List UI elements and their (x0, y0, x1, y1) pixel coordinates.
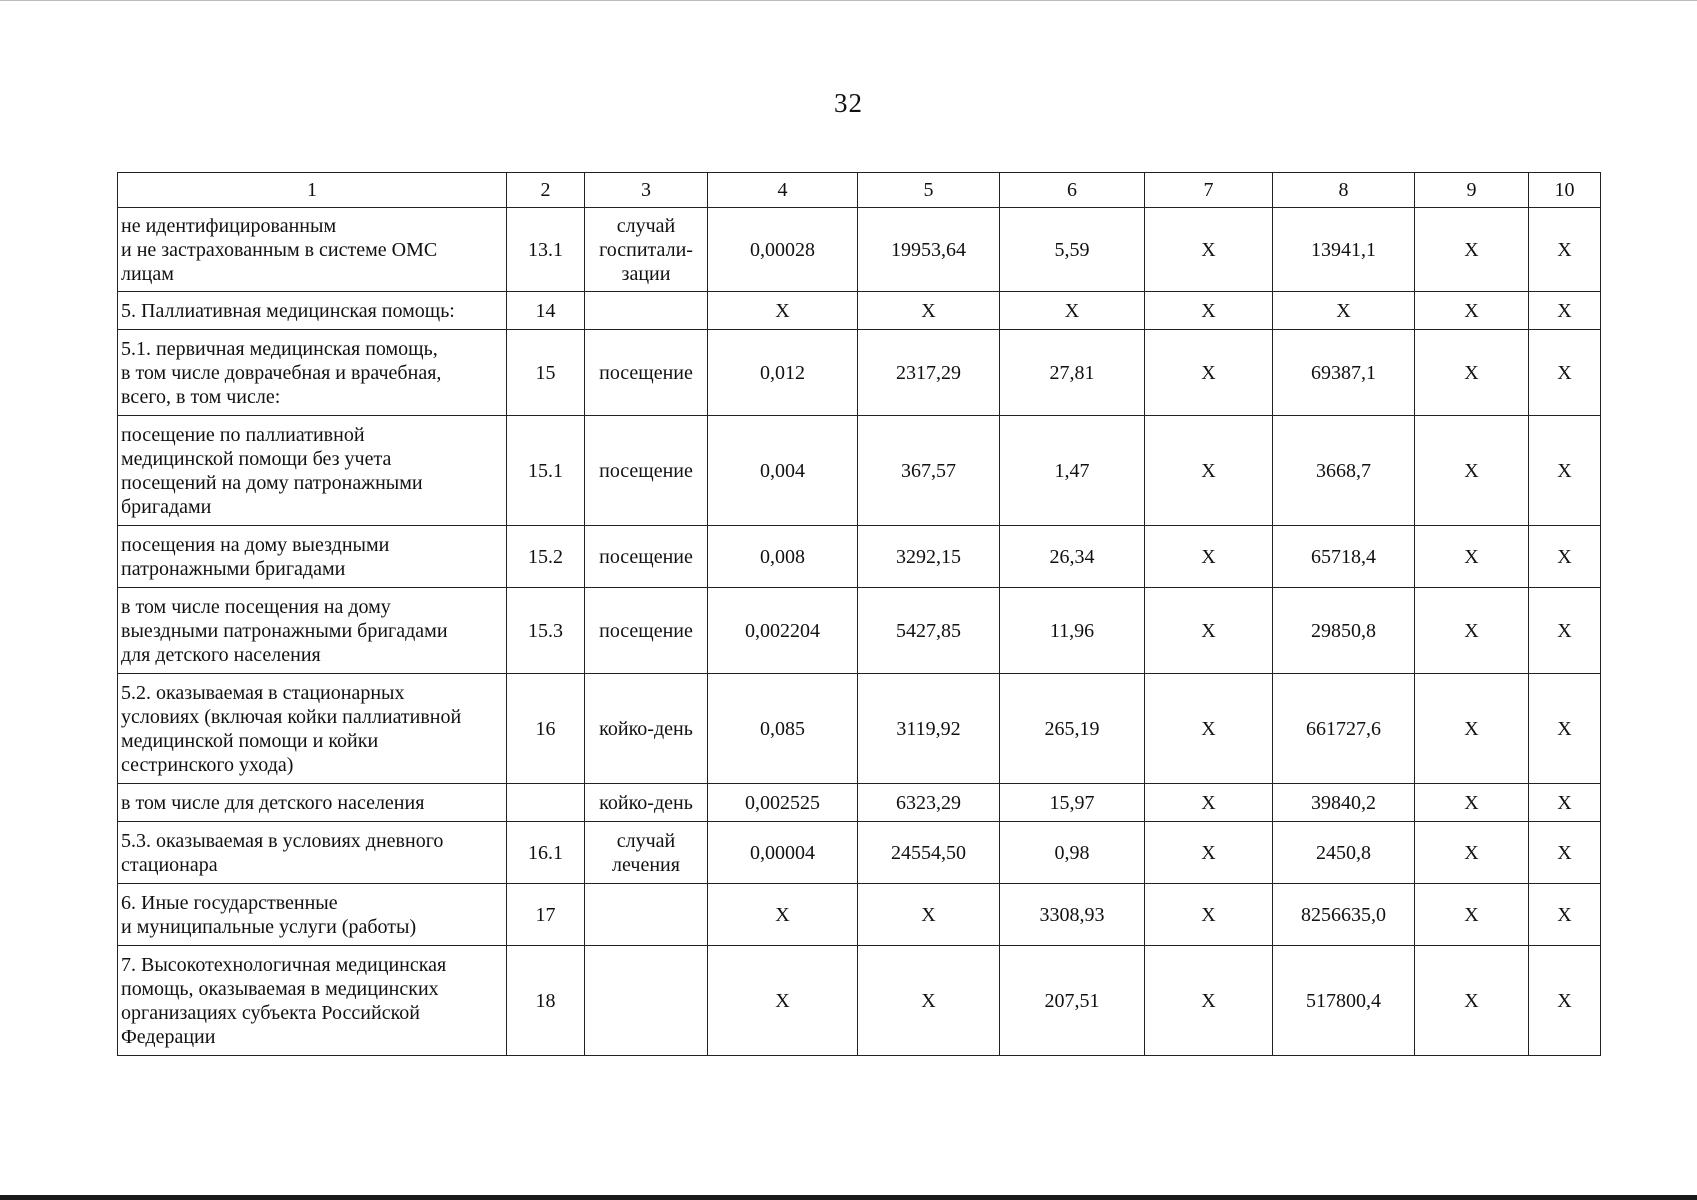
cell-col-4: 0,002204 (708, 588, 858, 674)
cell-col-7: Х (1145, 292, 1273, 330)
cell-col-5: 3119,92 (858, 674, 1000, 784)
cell-col-2: 16.1 (507, 822, 585, 884)
cell-col-4: Х (708, 292, 858, 330)
cell-col-9: Х (1415, 946, 1529, 1056)
cell-col-3: посещение (585, 330, 708, 416)
header-cell-8: 8 (1273, 173, 1415, 208)
cell-col-3: посещение (585, 588, 708, 674)
cell-col-9: Х (1415, 588, 1529, 674)
table-header (118, 173, 1601, 208)
cell-col-10: Х (1529, 784, 1601, 822)
cell-col-7: Х (1145, 946, 1273, 1056)
table-row (118, 884, 1601, 946)
cell-col-1: в том числе посещения на дому выездными патронажными бригадами для детского населения (118, 588, 507, 674)
cell-col-7: Х (1145, 416, 1273, 526)
header-cell-4: 4 (708, 173, 858, 208)
cell-col-6: 5,59 (1000, 208, 1145, 292)
table-header-row (118, 173, 1601, 208)
cell-col-8: Х (1273, 292, 1415, 330)
cell-col-3 (585, 292, 708, 330)
table-row (118, 292, 1601, 330)
cell-col-10: Х (1529, 330, 1601, 416)
cell-col-5: 6323,29 (858, 784, 1000, 822)
cell-col-5: 2317,29 (858, 330, 1000, 416)
cell-col-6: 15,97 (1000, 784, 1145, 822)
cell-col-9: Х (1415, 526, 1529, 588)
cell-col-2: 15.3 (507, 588, 585, 674)
header-cell-6: 6 (1000, 173, 1145, 208)
cell-col-8: 65718,4 (1273, 526, 1415, 588)
cell-col-1: 5.2. оказываемая в стационарных условиях (включая койки паллиативной медицинской помощи и койки сестринского ухода) (118, 674, 507, 784)
cell-col-9: Х (1415, 784, 1529, 822)
cell-col-3 (585, 946, 708, 1056)
cell-col-5: 367,57 (858, 416, 1000, 526)
cell-col-3: посещение (585, 526, 708, 588)
cell-col-2: 16 (507, 674, 585, 784)
cell-col-10: Х (1529, 588, 1601, 674)
cell-col-8: 8256635,0 (1273, 884, 1415, 946)
cell-col-10: Х (1529, 416, 1601, 526)
cell-col-3 (585, 884, 708, 946)
cell-col-10: Х (1529, 822, 1601, 884)
cell-col-4: Х (708, 946, 858, 1056)
table-row (118, 330, 1601, 416)
cell-col-1: посещение по паллиативной медицинской помощи без учета посещений на дому патронажными бригадами (118, 416, 507, 526)
cell-col-6: Х (1000, 292, 1145, 330)
cell-col-5: 19953,64 (858, 208, 1000, 292)
cell-col-8: 13941,1 (1273, 208, 1415, 292)
cell-col-5: 24554,50 (858, 822, 1000, 884)
cell-col-6: 0,98 (1000, 822, 1145, 884)
cell-col-6: 26,34 (1000, 526, 1145, 588)
cell-col-2: 15.1 (507, 416, 585, 526)
cell-col-5: Х (858, 884, 1000, 946)
cell-col-4: 0,002525 (708, 784, 858, 822)
cell-col-2 (507, 784, 585, 822)
cell-col-5: 3292,15 (858, 526, 1000, 588)
cell-col-10: Х (1529, 674, 1601, 784)
cell-col-5: Х (858, 946, 1000, 1056)
cell-col-7: Х (1145, 884, 1273, 946)
header-cell-10: 10 (1529, 173, 1601, 208)
cell-col-6: 207,51 (1000, 946, 1145, 1056)
table-row (118, 946, 1601, 1056)
cell-col-3: случай госпитали- зации (585, 208, 708, 292)
cell-col-3: посещение (585, 416, 708, 526)
cell-col-7: Х (1145, 526, 1273, 588)
cell-col-7: Х (1145, 330, 1273, 416)
cell-col-9: Х (1415, 674, 1529, 784)
page-number: 32 (834, 88, 863, 118)
cell-col-6: 3308,93 (1000, 884, 1145, 946)
cell-col-4: 0,00004 (708, 822, 858, 884)
table-row (118, 526, 1601, 588)
cell-col-4: 0,004 (708, 416, 858, 526)
table-row (118, 416, 1601, 526)
cell-col-9: Х (1415, 292, 1529, 330)
cell-col-2: 15 (507, 330, 585, 416)
cell-col-8: 661727,6 (1273, 674, 1415, 784)
cell-col-2: 13.1 (507, 208, 585, 292)
cell-col-9: Х (1415, 884, 1529, 946)
cell-col-1: в том числе для детского населения (118, 784, 507, 822)
header-cell-2: 2 (507, 173, 585, 208)
cell-col-1: 5.3. оказываемая в условиях дневного стационара (118, 822, 507, 884)
cell-col-9: Х (1415, 330, 1529, 416)
cell-col-7: Х (1145, 822, 1273, 884)
header-cell-9: 9 (1415, 173, 1529, 208)
cell-col-3: койко-день (585, 784, 708, 822)
cell-col-8: 29850,8 (1273, 588, 1415, 674)
cell-col-1: 6. Иные государственные и муниципальные услуги (работы) (118, 884, 507, 946)
cell-col-4: 0,008 (708, 526, 858, 588)
cell-col-6: 1,47 (1000, 416, 1145, 526)
cell-col-2: 14 (507, 292, 585, 330)
cell-col-4: 0,012 (708, 330, 858, 416)
cell-col-9: Х (1415, 822, 1529, 884)
cell-col-4: 0,085 (708, 674, 858, 784)
cell-col-6: 27,81 (1000, 330, 1145, 416)
cell-col-3: случай лечения (585, 822, 708, 884)
cell-col-4: 0,00028 (708, 208, 858, 292)
page-bottom-edge (0, 1195, 1697, 1200)
cell-col-4: Х (708, 884, 858, 946)
cell-col-1: 5.1. первичная медицинская помощь, в том числе доврачебная и врачебная, всего, в том числе: (118, 330, 507, 416)
cell-col-7: Х (1145, 588, 1273, 674)
data-table (117, 172, 1601, 1056)
header-cell-5: 5 (858, 173, 1000, 208)
cell-col-8: 39840,2 (1273, 784, 1415, 822)
cell-col-7: Х (1145, 674, 1273, 784)
table-row (118, 784, 1601, 822)
header-cell-3: 3 (585, 173, 708, 208)
table-row (118, 822, 1601, 884)
cell-col-10: Х (1529, 208, 1601, 292)
cell-col-1: не идентифицированным и не застрахованным в системе ОМС лицам (118, 208, 507, 292)
cell-col-3: койко-день (585, 674, 708, 784)
cell-col-8: 517800,4 (1273, 946, 1415, 1056)
cell-col-2: 15.2 (507, 526, 585, 588)
cell-col-8: 2450,8 (1273, 822, 1415, 884)
cell-col-1: посещения на дому выездными патронажными бригадами (118, 526, 507, 588)
cell-col-10: Х (1529, 946, 1601, 1056)
page-top-edge (0, 0, 1697, 1)
table-row (118, 674, 1601, 784)
cell-col-8: 3668,7 (1273, 416, 1415, 526)
table-row (118, 588, 1601, 674)
cell-col-5: 5427,85 (858, 588, 1000, 674)
cell-col-8: 69387,1 (1273, 330, 1415, 416)
cell-col-9: Х (1415, 416, 1529, 526)
cell-col-5: Х (858, 292, 1000, 330)
cell-col-10: Х (1529, 884, 1601, 946)
cell-col-1: 5. Паллиативная медицинская помощь: (118, 292, 507, 330)
cell-col-2: 17 (507, 884, 585, 946)
cell-col-7: Х (1145, 208, 1273, 292)
table-body (118, 208, 1601, 1056)
header-cell-1: 1 (118, 173, 507, 208)
cell-col-10: Х (1529, 292, 1601, 330)
table-row (118, 208, 1601, 292)
cell-col-2: 18 (507, 946, 585, 1056)
cell-col-7: Х (1145, 784, 1273, 822)
cell-col-1: 7. Высокотехнологичная медицинская помощь, оказываемая в медицинских организациях субъекта Российской Федерации (118, 946, 507, 1056)
cell-col-10: Х (1529, 526, 1601, 588)
cell-col-6: 265,19 (1000, 674, 1145, 784)
header-cell-7: 7 (1145, 173, 1273, 208)
cell-col-9: Х (1415, 208, 1529, 292)
cell-col-6: 11,96 (1000, 588, 1145, 674)
